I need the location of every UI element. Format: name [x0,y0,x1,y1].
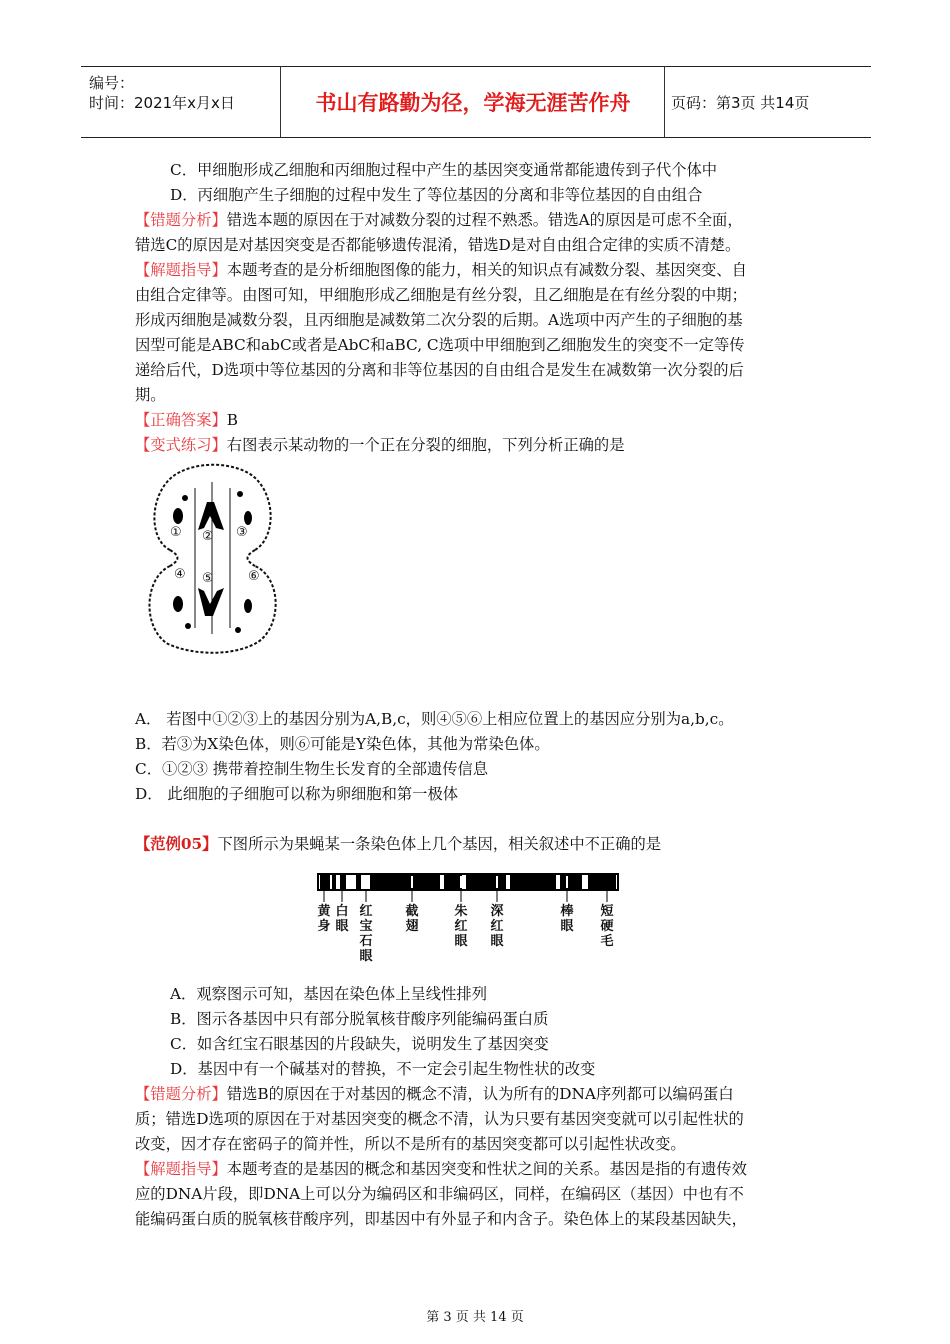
gene-label-ruby-eye: 红宝石眼 [359,904,373,964]
figure-label-2: ② [202,529,214,544]
example-line [135,832,661,856]
error-analysis-line: 错选C的原因是对基因突变是否都能够遗传混淆，错选D是对自由组合定律的实质不清楚。 [135,236,741,254]
variant-line [135,433,625,457]
guidance-line: 能编码蛋白质的脱氧核苷酸序列，即基因中有外显子和内含子。染色体上的某段基因缺失， [135,1210,747,1228]
gene-label-cut-wing: 截翅 [405,904,419,934]
example-option-a: A．观察图示可知，基因在染色体上呈线性排列 [170,985,487,1003]
guidance-line: 期。 [135,386,166,404]
header-motto: 书山有路勤为径，学海无涯苦作舟 [315,91,631,115]
error-analysis-line: 改变，因才存在密码子的简并性，所以不是所有的基因突变都可以引起性状改变。 [135,1135,686,1153]
guidance-line [135,258,747,282]
variant-option-a: A． 若图中①②③上的基因分别为A,B,c，则④⑤⑥上相应位置上的基因应分别为a,b,c。 [135,710,734,728]
guidance-line: 递给后代，D选项中等位基因的分离和非等位基因的自由组合是发生在减数第一次分裂的后 [135,361,744,379]
example-option-b: B．图示各基因中只有部分脱氧核苷酸序列能编码蛋白质 [170,1010,549,1028]
option-c: C．甲细胞形成乙细胞和丙细胞过程中产生的基因突变通常都能遗传到子代个体中 [170,161,718,179]
number-label: 编号： [89,74,135,92]
figure-label-3: ③ [236,525,248,540]
error-analysis-tag: 【错题分析】 [135,211,227,229]
guidance-text: 本题考查的是分析细胞图像的能力，相关的知识点有减数分裂、基因突变、自 [226,261,747,279]
variant-option-b: B．若③为X染色体，则⑥可能是Y染色体，其他为常染色体。 [135,735,550,753]
gene-label-yellow-body: 黄身 [317,904,331,934]
variant-option-d: D． 此细胞的子细胞可以称为卵细胞和第一极体 [135,785,459,803]
header-divider [664,67,665,137]
guidance-tag: 【解题指导】 [135,1160,227,1178]
answer-tag: 【正确答案】 [135,411,227,429]
chromosome-figure [300,868,640,978]
page-header [81,66,871,138]
dividing-cell-figure [140,458,285,658]
figure-label-4: ④ [174,567,186,582]
error-analysis-line [135,208,743,232]
gene-label-vermilion-eye: 朱红眼 [454,904,468,949]
error-analysis-line [135,1082,734,1106]
error-analysis-text: 错选B的原因在于对基因的概念不清，认为所有的DNA序列都可以编码蛋白 [226,1085,734,1103]
guidance-line [135,1157,747,1181]
guidance-line: 由组合定律等。由图可知，甲细胞形成乙细胞是有丝分裂，且乙细胞是在有丝分裂的中期； [135,286,747,304]
guidance-line: 因型可能是ABC和abC或者是AbC和aBC, C选项中甲细胞到乙细胞发生的突变不一定等传 [135,336,745,354]
chromosome-bar [300,868,640,908]
variant-option-c: C．①②③ 携带着控制生物生长发育的全部遗传信息 [135,760,489,778]
error-analysis-line: 质；错选D选项的原因在于对基因突变的概念不清，认为只要有基因突变就可以引起性状的 [135,1110,744,1128]
answer-line [135,408,238,432]
guidance-line: 应的DNA片段，即DNA上可以分为编码区和非编码区，同样，在编码区（基因）中也有不 [135,1185,744,1203]
example-option-c: C．如含红宝石眼基因的片段缺失，说明发生了基因突变 [170,1035,549,1053]
error-analysis-tag: 【错题分析】 [135,1085,227,1103]
page-info: 页码：第3页 共14页 [671,93,810,112]
time-label: 时间：2021年x月x日 [89,94,235,112]
answer-value: B [226,411,239,429]
guidance-tag: 【解题指导】 [135,261,227,279]
figure-label-5: ⑤ [202,571,214,586]
figure-label-6: ⑥ [248,569,260,584]
gene-label-bar-eye: 棒眼 [560,904,574,934]
guidance-text: 本题考查的是基因的概念和基因突变和性状之间的关系。基因是指的有遗传效 [226,1160,747,1178]
guidance-line: 形成丙细胞是减数分裂，且丙细胞是减数第二次分裂的后期。A选项中丙产生的子细胞的基 [135,311,743,329]
header-left [89,73,235,113]
option-d: D．丙细胞产生子细胞的过程中发生了等位基因的分离和非等位基因的自由组合 [170,186,703,204]
example-tag: 【范例05】 [135,835,218,853]
example-option-d: D．基因中有一个碱基对的替换，不一定会引起生物性状的改变 [170,1060,596,1078]
example-question: 下图所示为果蝇某一条染色体上几个基因，相关叙述中不正确的是 [217,835,662,853]
variant-tag: 【变式练习】 [135,436,227,454]
header-divider [280,67,281,137]
variant-question: 右图表示某动物的一个正在分裂的细胞，下列分析正确的是 [226,436,625,454]
page-footer: 第 3 页 共 14 页 [426,1310,524,1325]
gene-label-carmine-eye: 深红眼 [490,904,504,949]
gene-label-white-eye: 白眼 [335,904,349,934]
figure-label-1: ① [170,525,182,540]
gene-label-short-bristle: 短硬毛 [600,904,614,949]
error-analysis-text: 错选本题的原因在于对减数分裂的过程不熟悉。错选A的原因是可虑不全面， [226,211,743,229]
